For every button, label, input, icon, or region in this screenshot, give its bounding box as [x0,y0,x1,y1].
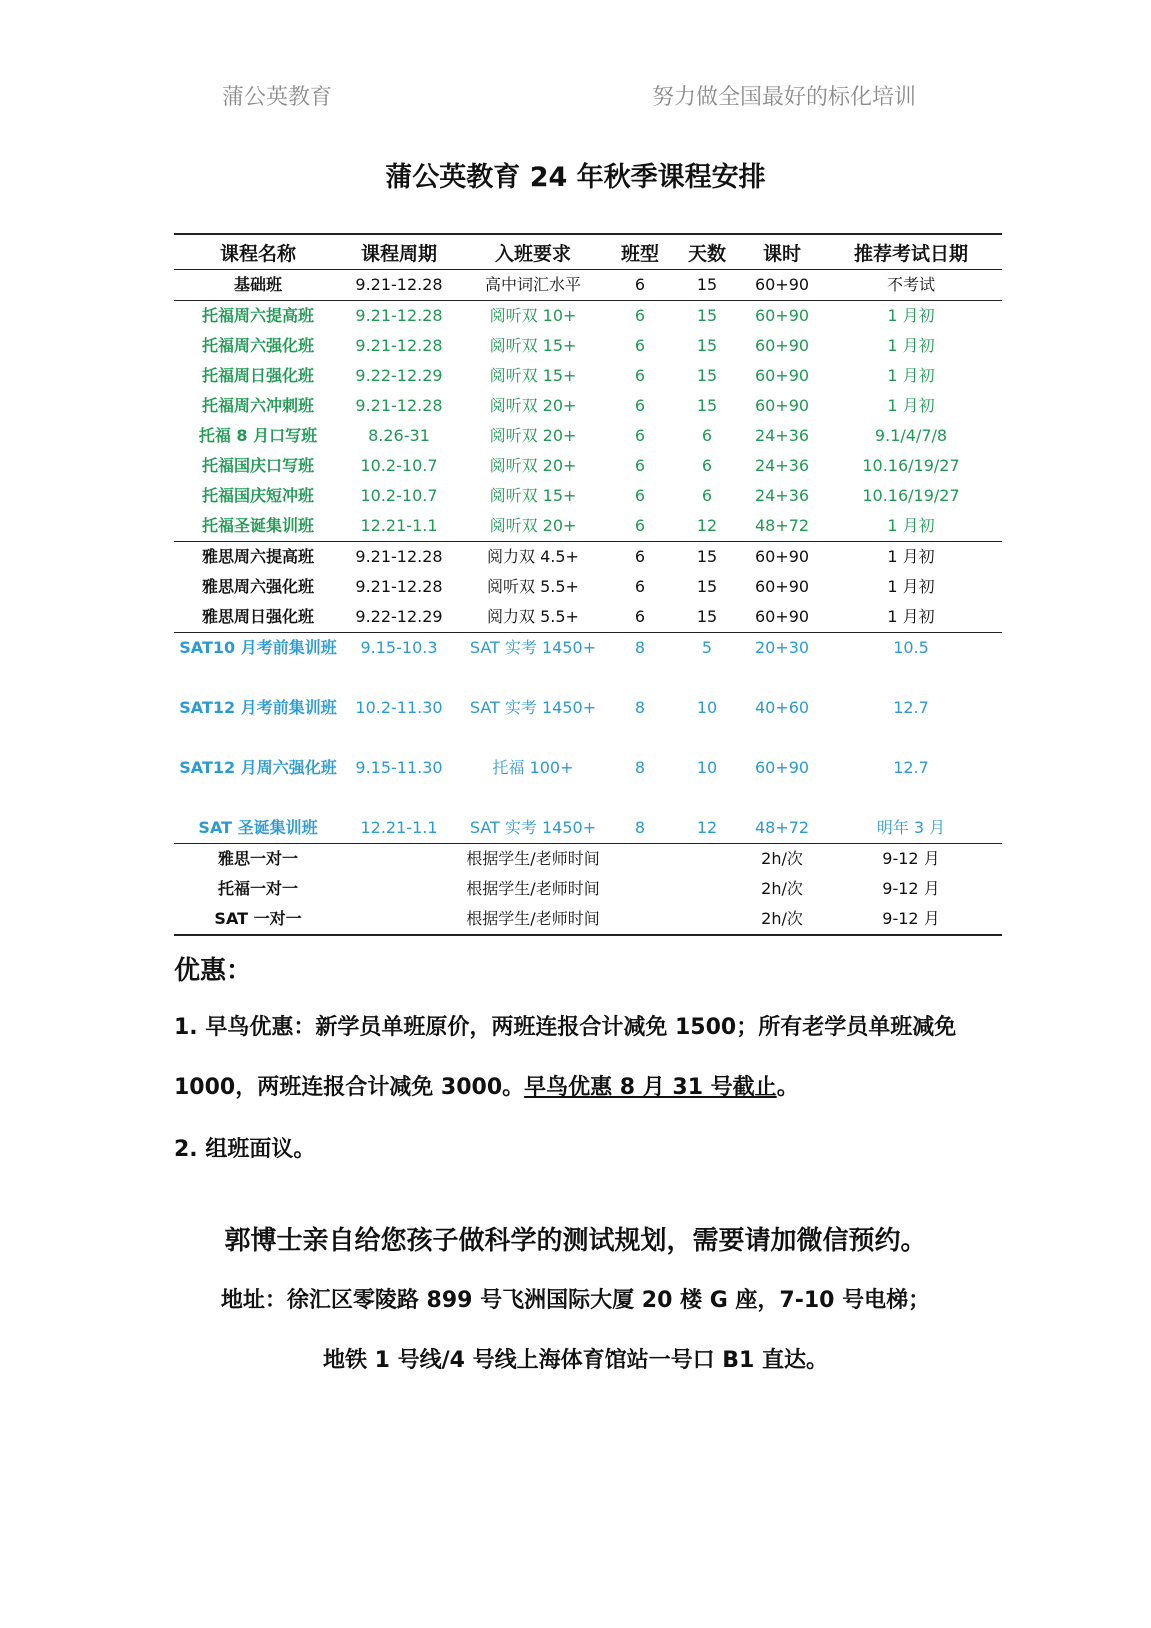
table-cell: 24+36 [754,486,810,505]
table-cell: 6 [634,306,646,325]
table-cell: 15 [696,336,718,355]
course-name-cell: 雅思周六强化班 [201,577,314,596]
col-header: 课程周期 [342,234,456,270]
table-cell: 48+72 [744,511,820,542]
promo-line-1-b: 1000，两班连报合计减免 3000。 [174,1075,525,1100]
table-cell [342,904,456,935]
course-name-cell: 托福一对一 [217,879,298,898]
table-cell: 6 [634,577,646,596]
table-cell: 阅听双 15+ [489,336,577,355]
table-cell: 9-12 月 [882,849,940,868]
table-cell: 60+90 [754,336,810,355]
header-slogan: 努力做全国最好的标化培训 [652,85,917,110]
table-cell: 阅听双 20+ [489,426,577,445]
table-row [174,904,1002,935]
table-cell: 5 [701,638,713,657]
table-cell: 10.16/19/27 [862,486,960,505]
table-cell: 48+72 [744,813,820,844]
table-cell [670,874,744,904]
table-cell: 8.26-31 [368,426,430,445]
table-cell: 9.21-12.28 [355,396,443,415]
table-cell: 阅力双 4.5+ [487,547,579,566]
schedule-table [174,233,1002,936]
table-cell: 6 [634,336,646,355]
course-name-cell: 托福周六冲刺班 [201,396,314,415]
table-header-row [174,234,1002,270]
address-line: 地址：徐汇区零陵路 899 号飞洲国际大厦 20 楼 G 座，7-10 号电梯； [220,1288,931,1313]
page-title: 蒲公英教育 24 年秋季课程安排 [385,162,766,193]
table-row [174,813,1002,844]
table-row [174,693,1002,753]
table-row [174,301,1002,332]
table-cell: 6 [634,547,646,566]
table-row [174,391,1002,421]
table-cell: 9.15-10.3 [360,638,438,657]
table-cell: 6 [610,511,670,542]
table-cell: 60+90 [754,758,810,777]
table-cell: 托福 100+ [492,758,574,777]
promo-line-1-cont [174,1070,994,1101]
table-cell: 9.21-12.28 [355,577,443,596]
table-cell: 6 [634,366,646,385]
table-cell: 15 [696,306,718,325]
table-cell: 阅听双 15+ [489,366,577,385]
table-row [174,602,1002,633]
table-cell: 1 月初 [887,366,935,385]
table-cell: 60+90 [754,306,810,325]
table-cell: 8 [634,698,646,717]
table-cell: 2h/次 [761,849,803,868]
table-cell [610,844,670,875]
table-cell: 6 [701,486,713,505]
table-cell: 15 [670,602,744,633]
table-row [174,481,1002,511]
table-cell: SAT 实考 1450+ [456,813,610,844]
table-cell: 10.2-10.7 [360,486,438,505]
table-cell: 60+90 [754,577,810,596]
table-row [174,331,1002,361]
table-cell: 阅听双 10+ [489,306,577,325]
table-cell: 9.21-12.28 [342,270,456,301]
table-cell: 6 [701,426,713,445]
table-cell: 6 [701,456,713,475]
table-cell: 10.16/19/27 [862,456,960,475]
table-cell: 6 [634,426,646,445]
table-cell [610,874,670,904]
table-cell: 2h/次 [761,879,803,898]
table-cell: 15 [696,547,718,566]
promo-deadline: 早鸟优惠 8 月 31 号截止 [524,1075,777,1100]
table-cell: 60+90 [754,366,810,385]
table-cell: 15 [696,577,718,596]
table-cell: 阅听双 20+ [456,511,610,542]
table-cell: 60+90 [744,270,820,301]
table-cell: 20+30 [754,638,810,657]
table-cell: 1 月初 [820,602,1002,633]
table-cell: 2h/次 [744,904,820,935]
table-cell: SAT 实考 1450+ [469,638,597,657]
course-name-cell: SAT 一对一 [174,904,342,935]
table-cell: 10.5 [893,638,929,657]
table-cell: 10 [696,698,718,717]
table-cell [610,904,670,935]
table-cell: 15 [696,396,718,415]
table-cell: 1 月初 [887,336,935,355]
table-cell: 8 [634,758,646,777]
table-cell: 1 月初 [820,511,1002,542]
table-cell: 10.2-11.30 [355,698,443,717]
table-cell: 阅听双 15+ [489,486,577,505]
promo-line-1: 1. 早鸟优惠：新学员单班原价，两班连报合计减免 1500；所有老学员单班减免 [174,1015,957,1040]
table-cell: 不考试 [820,270,1002,301]
table-cell: 阅听双 20+ [489,396,577,415]
table-cell: 8 [610,813,670,844]
table-cell: 6 [634,456,646,475]
table-cell: 40+60 [754,698,810,717]
table-cell: 9-12 月 [882,879,940,898]
table-cell: 9-12 月 [820,904,1002,935]
course-name-cell: 托福周六提高班 [201,306,314,325]
table-row [174,451,1002,481]
course-name-cell: 托福圣诞集训班 [174,511,342,542]
course-name-cell: 托福周六强化班 [201,336,314,355]
metro-line: 地铁 1 号线/4 号线上海体育馆站一号口 B1 直达。 [322,1348,829,1373]
table-cell: 9.21-12.28 [355,336,443,355]
col-header: 入班要求 [456,234,610,270]
table-cell: 6 [610,270,670,301]
table-cell: 10 [696,758,718,777]
table-cell: 24+36 [754,456,810,475]
course-name-cell: SAT12 月考前集训班 [179,698,337,717]
table-cell: 1 月初 [887,547,935,566]
table-cell: 12.7 [893,698,929,717]
table-cell [342,844,456,875]
table-row [174,270,1002,301]
course-name-cell: 雅思一对一 [217,849,298,868]
table-row [174,844,1002,875]
table-row [174,874,1002,904]
col-header: 推荐考试日期 [820,234,1002,270]
col-header: 课程名称 [174,234,342,270]
table-cell: 1 月初 [887,577,935,596]
table-cell: 根据学生/老师时间 [466,879,600,898]
table-cell [342,874,456,904]
course-name-cell: 托福周日强化班 [201,366,314,385]
table-cell: 15 [696,366,718,385]
promo-line-1-end: 。 [776,1075,799,1100]
course-name-cell: 托福国庆短冲班 [201,486,314,505]
promo-line-2: 2. 组班面议。 [174,1137,316,1162]
course-name-cell: 托福国庆口写班 [201,456,314,475]
col-header: 天数 [670,234,744,270]
col-header: 班型 [610,234,670,270]
course-name-cell: 托福 8 月口写班 [198,426,318,445]
table-cell: 12.21-1.1 [342,511,456,542]
table-cell: 12.7 [893,758,929,777]
table-cell: 24+36 [754,426,810,445]
course-name-cell: 雅思周日强化班 [174,602,342,633]
table-cell: 6 [610,602,670,633]
consult-line: 郭博士亲自给您孩子做科学的测试规划，需要请加微信预约。 [224,1226,927,1256]
course-name-cell: SAT 圣诞集训班 [174,813,342,844]
course-name-cell: SAT10 月考前集训班 [179,638,337,657]
table-row [174,542,1002,573]
table-cell: 阅听双 20+ [489,456,577,475]
table-cell: SAT 实考 1450+ [469,698,597,717]
table-cell: 9.21-12.28 [355,547,443,566]
table-cell: 9.1/4/7/8 [874,426,948,445]
course-name-cell: SAT12 月周六强化班 [179,758,337,777]
table-cell: 9.22-12.29 [355,366,443,385]
table-cell: 6 [634,486,646,505]
table-cell: 12 [670,511,744,542]
table-cell: 8 [634,638,646,657]
table-cell: 15 [670,270,744,301]
table-cell: 12.21-1.1 [342,813,456,844]
promo-title: 优惠： [174,956,253,986]
course-name-cell: 雅思周六提高班 [201,547,314,566]
table-cell [670,904,744,935]
table-row [174,633,1002,694]
table-cell: 9.15-11.30 [355,758,443,777]
table-row [174,361,1002,391]
table-cell: 60+90 [754,547,810,566]
table-cell: 9.21-12.28 [355,306,443,325]
table-row [174,421,1002,451]
table-cell: 1 月初 [887,396,935,415]
table-cell: 12 [670,813,744,844]
table-cell: 9.22-12.29 [342,602,456,633]
table-cell: 明年 3 月 [820,813,1002,844]
table-row [174,753,1002,813]
table-cell [670,844,744,875]
table-cell: 阅听双 5.5+ [487,577,579,596]
table-cell: 高中词汇水平 [456,270,610,301]
table-cell: 根据学生/老师时间 [466,849,600,868]
table-cell: 60+90 [744,602,820,633]
table-cell: 阅力双 5.5+ [456,602,610,633]
table-cell: 10.2-10.7 [360,456,438,475]
col-header: 课时 [744,234,820,270]
table-cell: 6 [634,396,646,415]
table-cell: 根据学生/老师时间 [456,904,610,935]
table-row [174,572,1002,602]
course-name-cell: 基础班 [174,270,342,301]
table-cell: 60+90 [754,396,810,415]
table-cell: 1 月初 [887,306,935,325]
table-row [174,511,1002,542]
header-org: 蒲公英教育 [222,85,333,110]
